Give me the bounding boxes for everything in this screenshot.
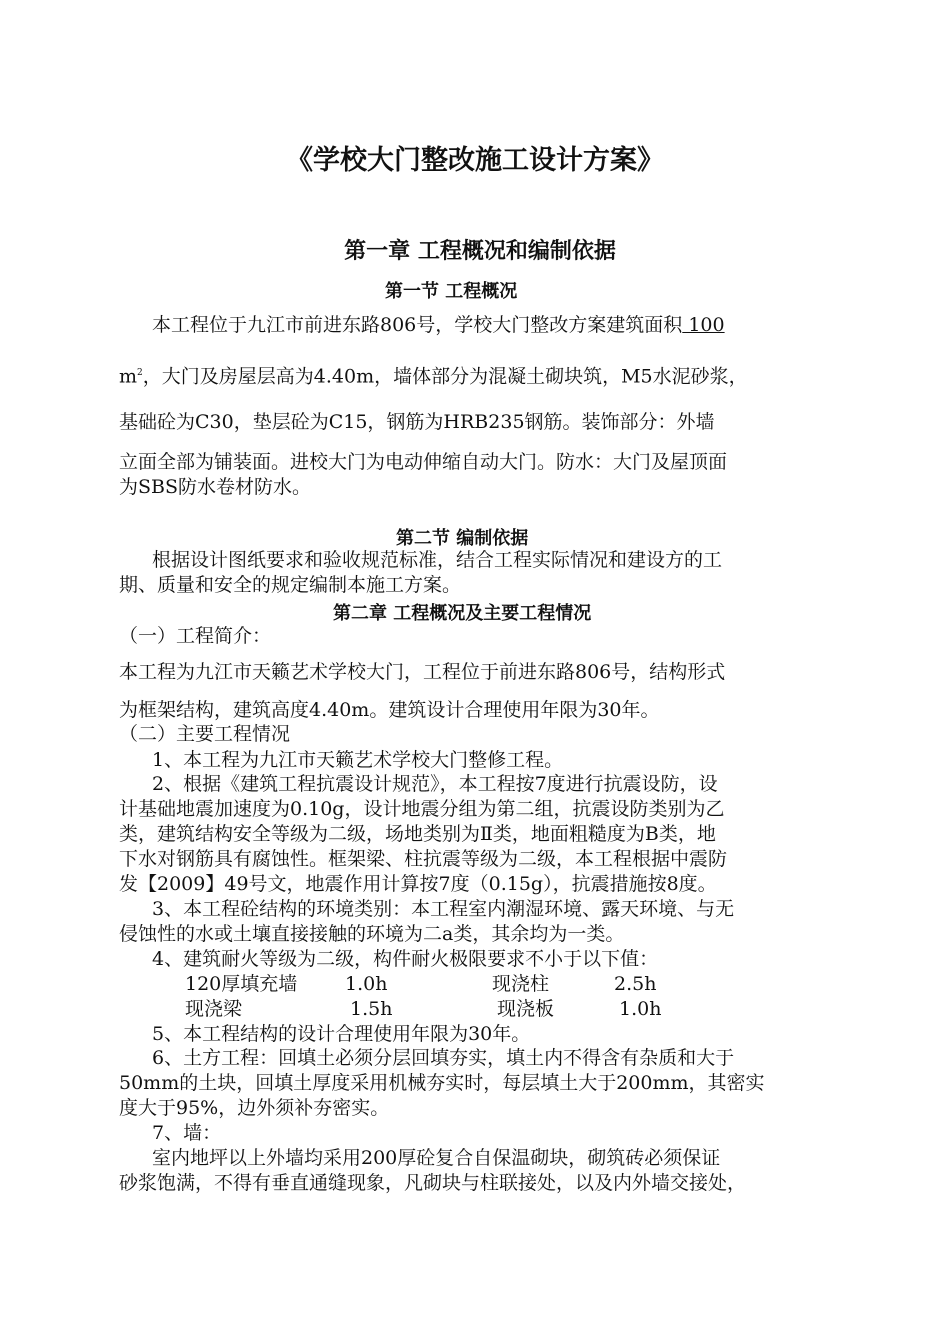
paragraph-line: 本工程位于九江市前进东路806号，学校大门整改方案建筑面积 100 [152,314,725,336]
paragraph-line: 根据设计图纸要求和验收规范标准，结合工程实际情况和建设方的工 [152,549,723,571]
paragraph-line: 为SBS防水卷材防水。 [119,476,311,498]
area-value: 100 [682,314,725,336]
fire-table-cell: 1.0h [619,998,662,1020]
main-label: （二）主要工程情况 [119,723,291,745]
paragraph-line: 本工程为九江市天籁艺术学校大门，工程位于前进东路806号，结构形式 [119,661,726,683]
list-item: 2、根据《建筑工程抗震设计规范》，本工程按7度进行抗震设防，设 [152,773,718,795]
list-item: 4、建筑耐火等级为二级，构件耐火极限要求不小于以下值： [152,948,659,970]
fire-table-cell: 现浇板 [497,998,555,1020]
list-item: 7、墙： [152,1122,222,1144]
intro-label: （一）工程简介： [119,625,272,647]
paragraph-line: 期、质量和安全的规定编制本施工方案。 [119,574,462,596]
list-item: 50mm的土块，回填土厚度采用机械夯实时，每层填土大于200mm，其密实 [119,1072,765,1094]
list-item: 6、土方工程：回填土必须分层回填夯实，填土内不得含有杂质和大于 [152,1047,735,1069]
list-item: 度大于95%，边外须补夯密实。 [119,1097,390,1119]
list-item: 砂浆饱满，不得有垂直通缝现象，凡砌块与柱联接处，以及内外墙交接处， [119,1172,747,1194]
list-item: 发【2009】49号文，地震作用计算按7度（0.15g），抗震措施按8度。 [119,873,717,895]
fire-table-cell: 2.5h [614,973,657,995]
list-item: 侵蚀性的水或土壤直接接触的环境为二a类，其余均为一类。 [119,923,625,945]
list-item: 1、本工程为九江市天籁艺术学校大门整修工程。 [152,749,564,771]
list-item: 室内地坪以上外墙均采用200厚砼复合自保温砌块，砌筑砖必须保证 [152,1147,721,1169]
list-item: 计基础地震加速度为0.10g，设计地震分组为第二组，抗震设防类别为乙 [119,798,725,820]
paragraph-line: 立面全部为铺装面。进校大门为电动伸缩自动大门。防水：大门及屋顶面 [119,451,728,473]
section-2-heading: 第二节 编制依据 [396,528,529,549]
fire-table-cell: 现浇柱 [492,973,550,995]
paragraph-line: 为框架结构，建筑高度4.40m。建筑设计合理使用年限为30年。 [119,699,660,721]
document-title: 《学校大门整改施工设计方案》 [286,145,664,176]
fire-table-cell: 120厚填充墙 [185,973,298,995]
list-item: 下水对钢筋具有腐蚀性。框架梁、柱抗震等级为二级，本工程根据中震防 [119,848,728,870]
chapter-2-heading: 第二章 工程概况及主要工程情况 [333,603,592,624]
list-item: 5、本工程结构的设计合理使用年限为30年。 [152,1023,531,1045]
chapter-1-heading: 第一章 工程概况和编制依据 [344,239,616,264]
paragraph-line: $m^2$，大门及房屋层高为4.40m，墙体部分为混凝土砌块筑，M5水泥砂浆， [119,365,748,388]
fire-table-cell: 现浇梁 [185,998,243,1020]
paragraph-line: 基础砼为C30，垫层砼为C15，钢筋为HRB235钢筋。装饰部分：外墙 [119,411,715,433]
fire-table-cell: 1.5h [350,998,393,1020]
fire-table-cell: 1.0h [345,973,388,995]
list-item: 类，建筑结构安全等级为二级，场地类别为Ⅱ类，地面粗糙度为B类，地 [119,823,716,845]
section-1-heading: 第一节 工程概况 [385,281,518,302]
list-item: 3、本工程砼结构的环境类别：本工程室内潮湿环境、露天环境、与无 [152,898,735,920]
